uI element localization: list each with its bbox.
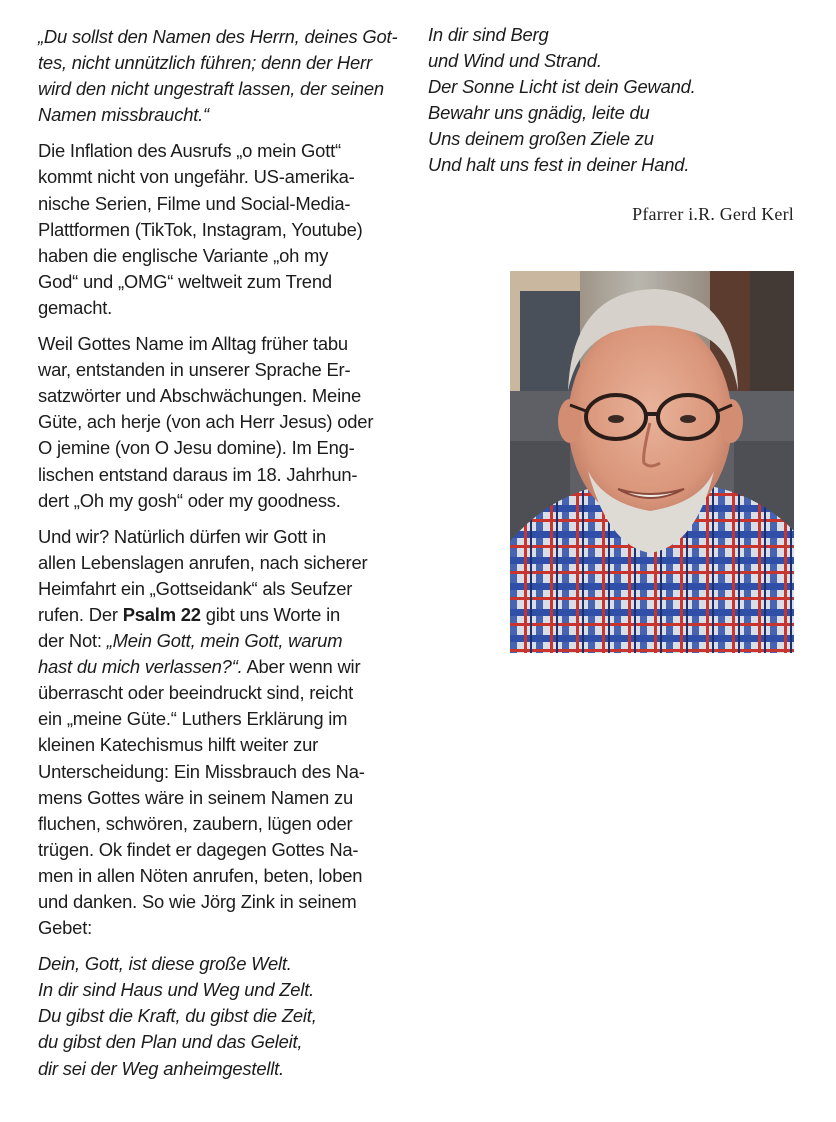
poem-line: Der Sonne Licht ist dein Gewand.: [428, 76, 696, 98]
poem-line: Uns deinem großen Ziele zu: [428, 128, 654, 150]
text-segment: der Not:: [38, 630, 107, 652]
quote-line: wird den nicht ungestraft lassen, der seinen: [38, 78, 384, 100]
paragraph-inflation: [38, 138, 410, 321]
poem-line: Und halt uns fest in deiner Hand.: [428, 154, 690, 176]
text-line: mens Gottes wäre in seinem Namen zu: [38, 786, 353, 808]
text-line: lischen entstand daraus im 18. Jahrhun-: [38, 463, 358, 485]
psalm-reference: Psalm 22: [122, 603, 201, 625]
poem-line: Dein, Gott, ist diese große Welt.: [38, 953, 292, 975]
text-line: men in allen Nöten anrufen, beten, loben: [38, 864, 363, 886]
text-line: haben die englische Variante „oh my: [38, 244, 329, 266]
author-portrait-photo: [510, 271, 794, 653]
text-segment: rufen. Der: [38, 603, 123, 625]
quote-line: Namen missbraucht.“: [38, 104, 209, 126]
text-line: allen Lebenslagen anrufen, nach sicherer: [38, 551, 368, 573]
text-line: trügen. Ok findet er dagegen Gottes Na-: [38, 838, 359, 860]
text-line: Und wir? Natürlich dürfen wir Gott in: [38, 525, 326, 547]
paragraph-psalm: [38, 524, 410, 942]
text-line: kommt nicht von ungefähr. US-amerika-: [38, 166, 355, 188]
text-line: Die Inflation des Ausrufs „o mein Gott“: [38, 140, 341, 162]
text-line: [38, 654, 410, 680]
text-line: kleinen Katechismus hilft weiter zur: [38, 734, 319, 756]
poem-line: In dir sind Haus und Weg und Zelt.: [38, 979, 315, 1001]
text-line: Unterscheidung: Ein Missbrauch des Na-: [38, 760, 365, 782]
text-line: Weil Gottes Name im Alltag früher tabu: [38, 333, 348, 355]
text-line: Plattformen (TikTok, Instagram, Youtube): [38, 218, 363, 240]
text-segment: gibt uns Worte in: [200, 603, 341, 625]
text-line: Heimfahrt ein „Gottseidank“ als Seufzer: [38, 577, 353, 599]
text-line: und danken. So wie Jörg Zink in seinem: [38, 891, 357, 912]
poem-line: Bewahr uns gnädig, leite du: [428, 102, 650, 124]
text-line: dert „Oh my gosh“ oder my goodness.: [38, 489, 341, 511]
text-line: überrascht oder beeindruckt sind, reicht: [38, 682, 354, 704]
prayer-poem-part2: [428, 22, 808, 179]
text-line: fluchen, schwören, zaubern, lügen oder: [38, 812, 353, 834]
quote-line: tes, nicht unnützlich führen; denn der Herr: [38, 52, 372, 74]
psalm-quote: „Mein Gott, mein Gott, warum: [106, 630, 343, 652]
poem-line: Du gibst die Kraft, du gibst die Zeit,: [38, 1005, 317, 1027]
text-line: Gebet:: [38, 917, 93, 939]
text-segment: Aber wenn wir: [242, 656, 361, 678]
text-line: [38, 628, 410, 654]
text-line: gemacht.: [38, 296, 113, 318]
text-line: [38, 602, 410, 628]
poem-line: du gibst den Plan und das Geleit,: [38, 1031, 303, 1053]
psalm-quote: hast du mich verlassen?“.: [38, 656, 243, 678]
text-line: satzwörter und Abschwächungen. Meine: [38, 385, 362, 407]
text-line: Güte, ach herje (von ach Herr Jesus) oder: [38, 411, 374, 433]
poem-line: und Wind und Strand.: [428, 50, 602, 72]
text-line: O jemine (von O Jesu domine). Im Eng-: [38, 437, 355, 459]
left-column: [38, 24, 410, 1082]
commandment-quote: [38, 24, 410, 128]
poem-line: In dir sind Berg: [428, 24, 549, 45]
poem-line: dir sei der Weg anheimgestellt.: [38, 1057, 284, 1079]
text-line: ein „meine Güte.“ Luthers Erklärung im: [38, 708, 348, 730]
paragraph-substitutes: [38, 331, 410, 514]
author-signature: Pfarrer i.R. Gerd Kerl: [632, 204, 794, 224]
quote-line: „Du sollst den Namen des Herrn, deines Got-: [38, 26, 398, 47]
prayer-poem-part1: [38, 951, 410, 1081]
text-line: war, entstanden in unserer Sprache Er-: [38, 359, 351, 381]
text-line: nische Serien, Filme und Social-Media-: [38, 192, 351, 214]
text-line: God“ und „OMG“ weltweit zum Trend: [38, 270, 332, 292]
right-column: [428, 22, 808, 179]
